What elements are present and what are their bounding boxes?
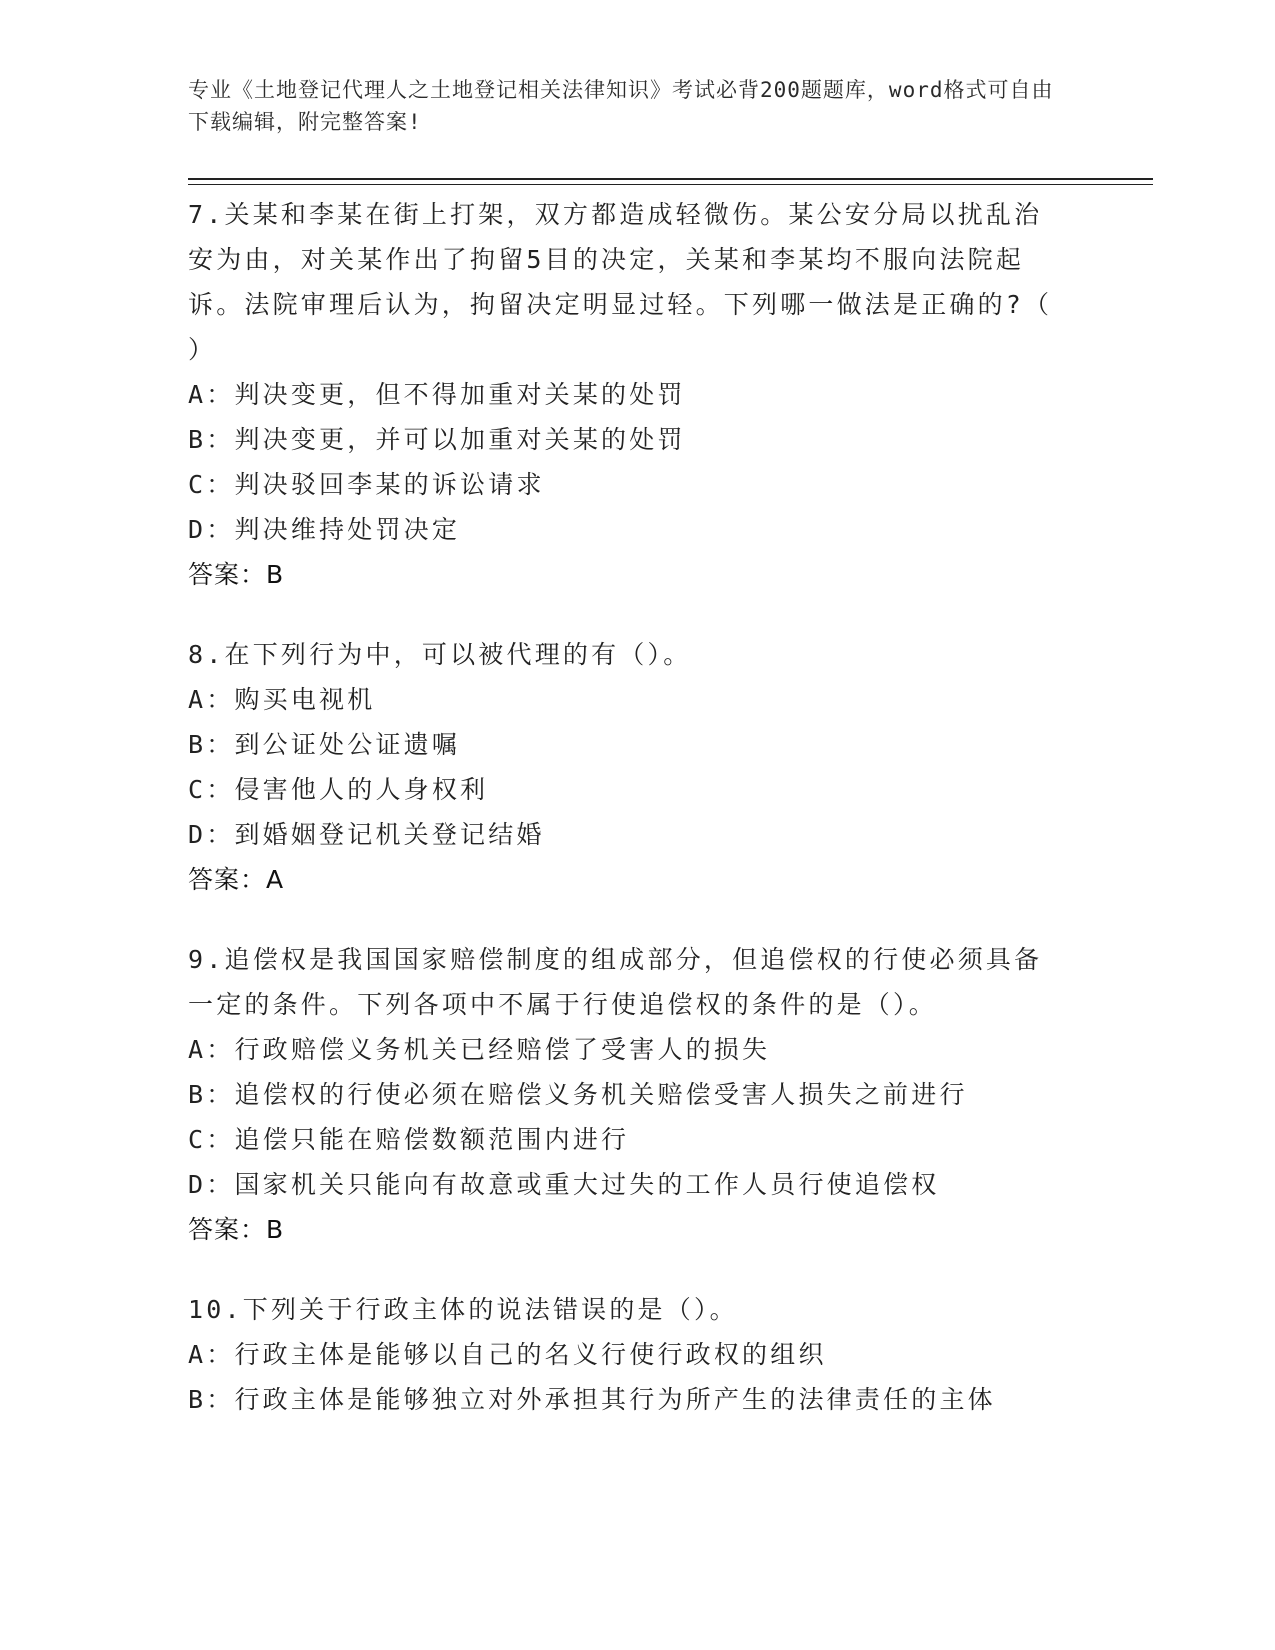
question-8	[188, 632, 1068, 903]
option-c: C：判决驳回李某的诉讼请求	[188, 470, 545, 499]
question-7	[188, 192, 1068, 598]
option-b: B：追偿权的行使必须在赔偿义务机关赔偿受害人损失之前进行	[188, 1080, 968, 1109]
document-header: 专业《土地登记代理人之土地登记相关法律知识》考试必背200题题库，word格式可自由下载编辑，附完整答案!	[188, 78, 1054, 134]
answer-label: 答案：B	[188, 1215, 285, 1244]
option-b: B：行政主体是能够独立对外承担其行为所产生的法律责任的主体	[188, 1385, 996, 1414]
option-d: D：到婚姻登记机关登记结婚	[188, 820, 545, 849]
option-a: A：行政主体是能够以自己的名义行使行政权的组织	[188, 1340, 827, 1369]
question-9	[188, 937, 1068, 1253]
question-stem: 9.追偿权是我国国家赔偿制度的组成部分，但追偿权的行使必须具备一定的条件。下列各项中不属于行使追偿权的条件的是（）。	[188, 945, 1043, 1019]
option-a: A：购买电视机	[188, 685, 376, 714]
question-list	[188, 192, 1068, 1456]
answer-label: 答案：A	[188, 865, 285, 894]
question-10	[188, 1287, 1068, 1422]
question-stem: 8.在下列行为中，可以被代理的有（）。	[188, 640, 692, 669]
option-b: B：到公证处公证遗嘱	[188, 730, 461, 759]
header-divider-thin	[188, 184, 1153, 185]
question-stem: 7.关某和李某在街上打架，双方都造成轻微伤。某公安分局以扰乱治安为由，对关某作出了拘留5目的决定，关某和李某均不服向法院起诉。法院审理后认为，拘留决定明显过轻。下列哪一做法是正确的?（ ）	[188, 200, 1053, 364]
option-b: B：判决变更，并可以加重对关某的处罚	[188, 425, 686, 454]
option-d: D：判决维持处罚决定	[188, 515, 461, 544]
answer-label: 答案：B	[188, 560, 285, 589]
option-a: A：行政赔偿义务机关已经赔偿了受害人的损失	[188, 1035, 771, 1064]
question-stem: 10.下列关于行政主体的说法错误的是（）。	[188, 1295, 738, 1324]
option-c: C：追偿只能在赔偿数额范围内进行	[188, 1125, 630, 1154]
option-a: A：判决变更，但不得加重对关某的处罚	[188, 380, 686, 409]
header-divider-thick	[188, 178, 1153, 180]
option-d: D：国家机关只能向有故意或重大过失的工作人员行使追偿权	[188, 1170, 940, 1199]
option-c: C：侵害他人的人身权利	[188, 775, 489, 804]
